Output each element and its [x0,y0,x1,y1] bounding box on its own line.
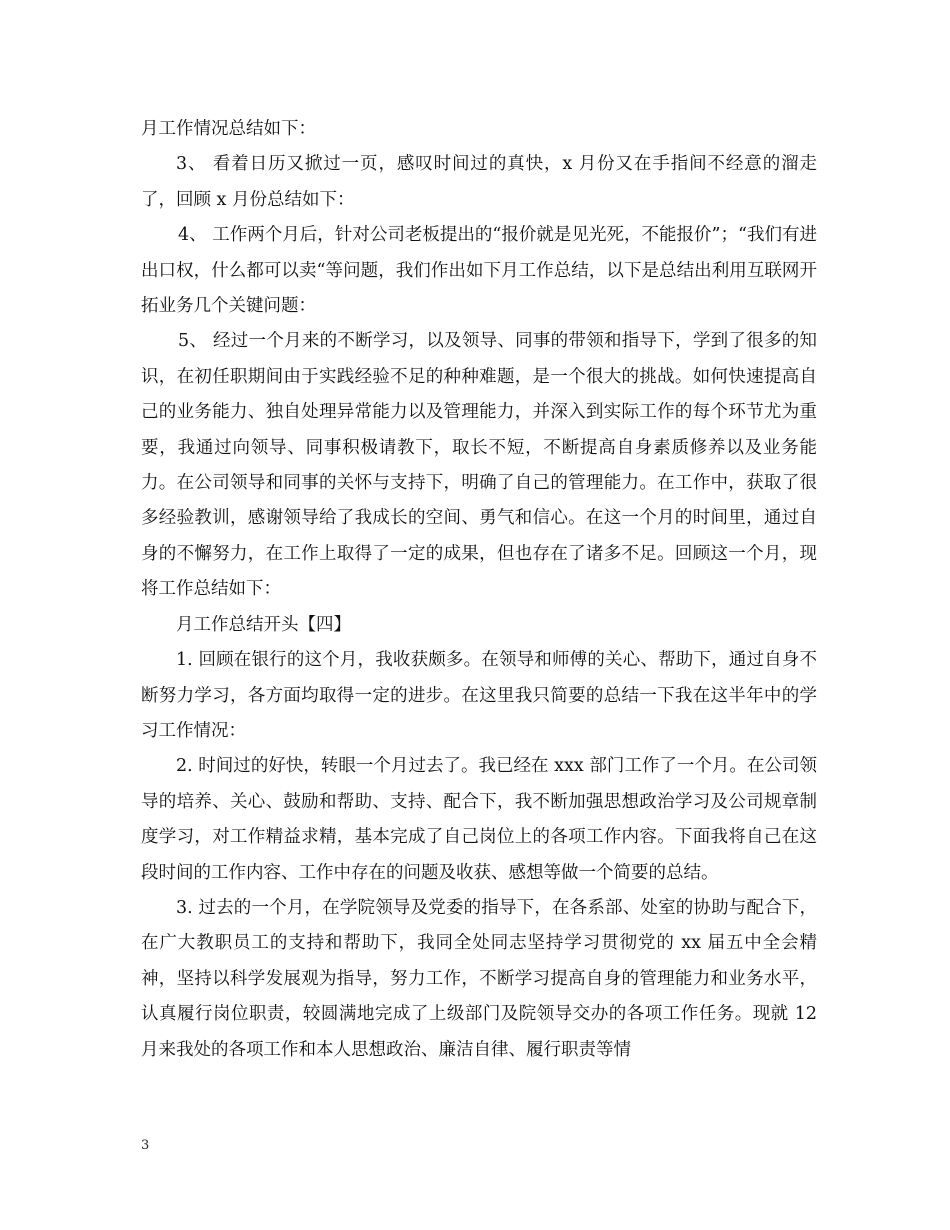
section-heading: 月工作总结开头【四】 [176,614,351,635]
paragraph-item-3: 3、 看着日历又掀过一页，感叹时间过的真快，x 月份又在手指间不经意的溜走了，回顾 x 月份总结如下： [141,154,817,210]
paragraph-continuation: 月工作情况总结如下： [141,119,316,139]
paragraph-point-1: 1. 回顾在银行的这个月，我收获颇多。在领导和师傅的关心、帮助下，通过自身不断努力学习，各方面均取得一定的进步。在这里我只简要的总结一下我在这半年中的学习工作情况： [141,650,817,741]
page-number: 3 [141,1138,150,1153]
document-body [141,112,817,1068]
paragraph-point-3: 3. 过去的一个月，在学院领导及党委的指导下，在各系部、处室的协助与配合下，在广大教职员工的支持和帮助下，我同全处同志坚持学习贯彻党的 xx 届五中全会精神，坚持以科学发展观为指导，努力工作，不断学习提高自身的管理能力和业务水平，认真履行岗位职责，较圆满地完成了上级部门及院领导交办的各项工作任务。现就 12 月来我处的各项工作和本人思想政治、廉洁自律、履行职责等情 [141,897,817,1060]
paragraph-point-2: 2. 时间过的好快，转眼一个月过去了。我已经在 xxx 部门工作了一个月。在公司领导的培养、关心、鼓励和帮助、支持、配合下，我不断加强思想政治学习及公司规章制度学习，对工作精益求精，基本完成了自己岗位上的各项工作内容。下面我将自己在这段时间的工作内容、工作中存在的问题及收获、感想等做一个简要的总结。 [141,756,817,883]
paragraph-item-5: 5、 经过一个月来的不断学习，以及领导、同事的带领和指导下，学到了很多的知识，在初任职期间由于实践经验不足的种种难题，是一个很大的挑战。如何快速提高自己的业务能力、独自处理异常能力以及管理能力，并深入到实际工作的每个环节尤为重要，我通过向领导、同事积极请教下，取长不短，不断提高自身素质修养以及业务能力。在公司领导和同事的关怀与支持下，明确了自己的管理能力。在工作中，获取了很多经验教训，感谢领导给了我成长的空间、勇气和信心。在这一个月的时间里，通过自身的不懈努力，在工作上取得了一定的成果，但也存在了诸多不足。回顾这一个月，现将工作总结如下： [141,331,817,600]
paragraph-item-4: 4、 工作两个月后，针对公司老板提出的“报价就是见光死，不能报价”；“我们有进出口权，什么都可以卖“等问题，我们作出如下月工作总结，以下是总结出利用互联网开拓业务几个关键问题： [141,225,817,317]
